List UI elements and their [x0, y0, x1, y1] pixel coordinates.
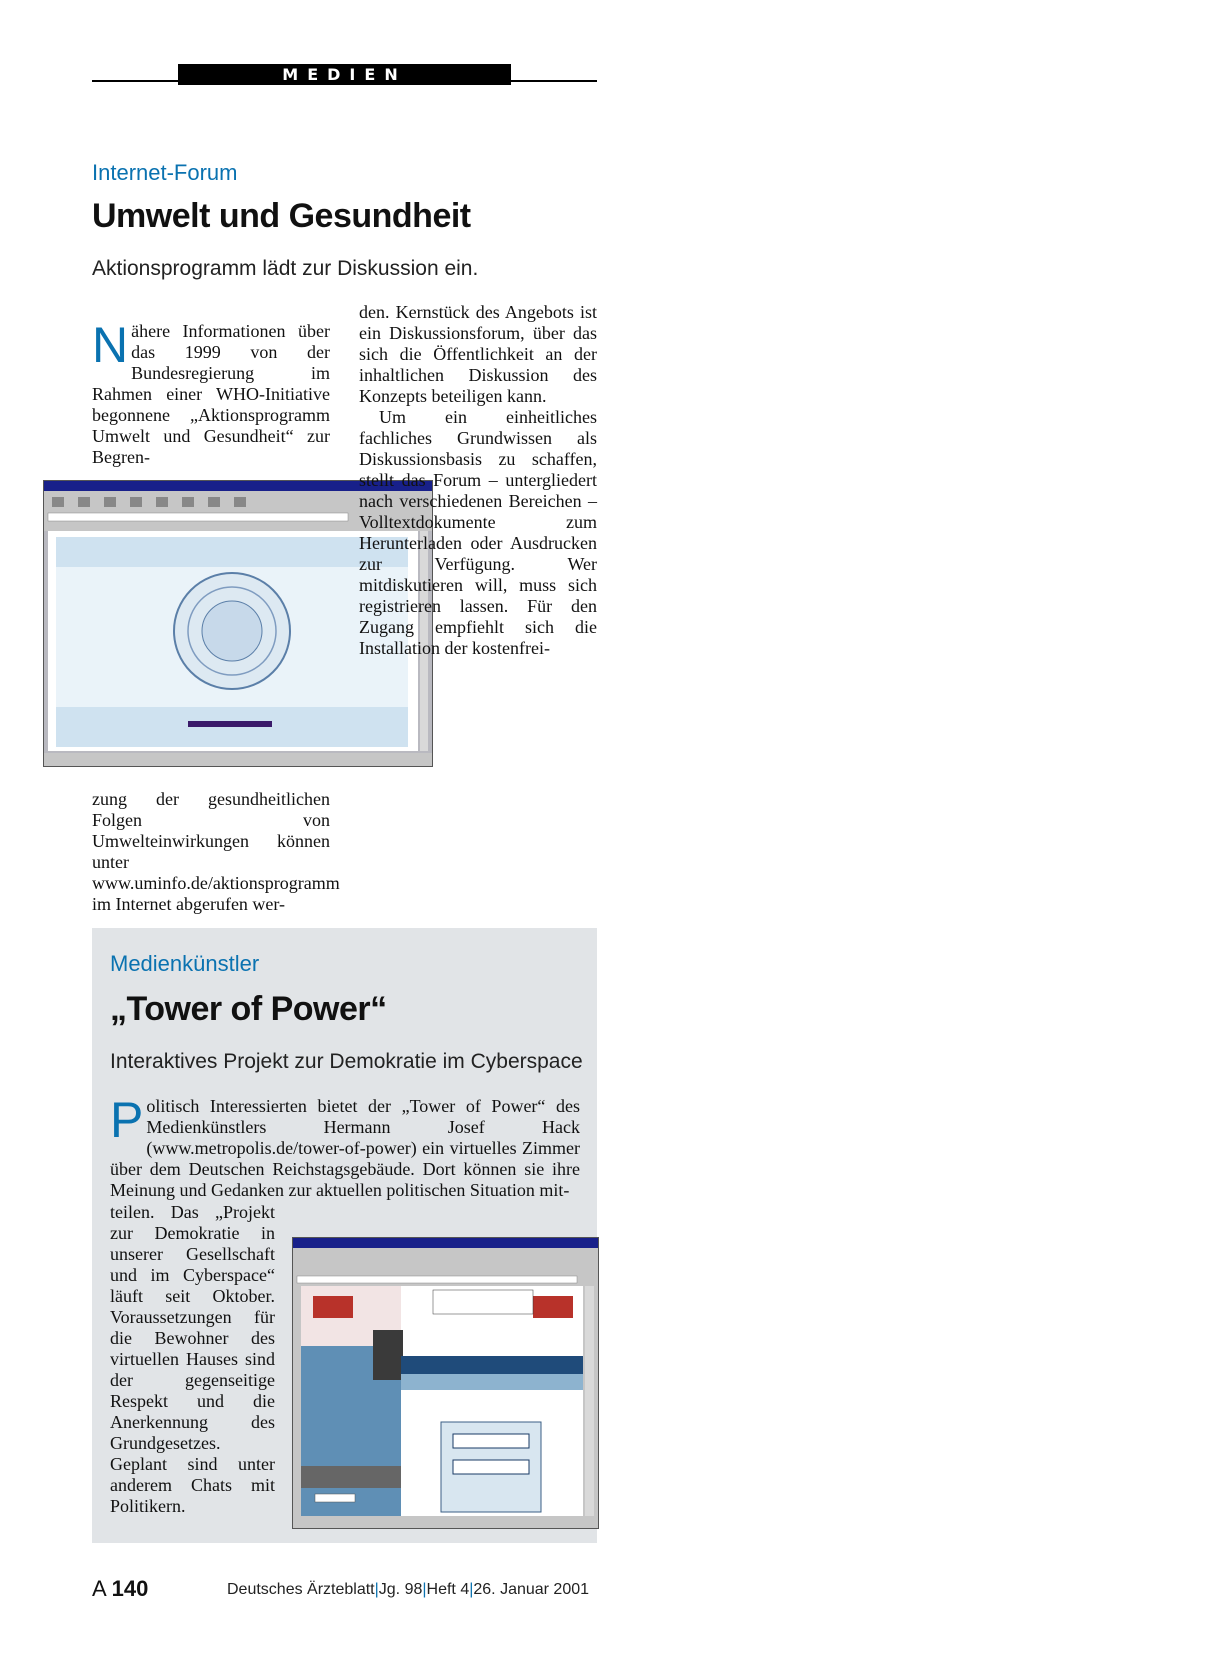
page-number: A 140: [92, 1576, 149, 1601]
section-label: MEDIEN: [178, 64, 511, 85]
article2-kicker: Medienkünstler: [110, 951, 260, 976]
article1-col1-top-text: ähere Informationen über das 1999 von der Bundesregierung im Rahmen einer WHO-Initiative begonnene „Aktionsprogramm Umwelt und Gesundheit“ zur Begren-: [92, 321, 330, 467]
journal-volume: Jg. 98: [378, 1581, 423, 1598]
article2-dropcap: P: [110, 1092, 144, 1148]
article1-col1-top: [92, 317, 330, 468]
article2-screenshot: [292, 1237, 599, 1529]
article2-para-narrow: teilen. Das „Projekt zur Demokratie in unserer Gesellschaft und im Cyberspace“ läuft seit Oktober. Voraussetzungen für die Bewohner des virtuellen Hauses sind der gegenseitige Respekt und die Anerkennung des Grundgesetzes. Geplant sind unter anderem Chats mit Politikern.: [110, 1202, 275, 1516]
article2-subheadline: Interaktives Projekt zur Demokratie im Cyberspace: [110, 1050, 583, 1073]
article1-dropcap: N: [92, 317, 129, 373]
article1-col2-mid-start: Um ein einheitliches fachliches Grundwissen als Diskussionsbasis zu schaffen, stellt das Forum – untergliedert nach verschiedenen Bereichen – Volltextdokumente zum Herunterladen oder Ausdrucken zur Verfügung. Wer mitdiskutieren will, muss sich registrieren lassen. Für den Zugang empfiehlt sich die Installation der kostenfrei-: [359, 407, 597, 658]
article2-para-full: [110, 1092, 580, 1201]
article1-col2-top-text: den. Kernstück des Angebots ist ein Diskussionsforum, über das sich die Öffentlichkeit an der inhaltlichen Diskussion des Konzepts beteiligen kann.: [359, 302, 597, 406]
article1-col1-bottom: zung der gesundheitlichen Folgen von Umwelteinwirkungen können unter www.uminfo.de/aktionsprogramm im Internet abgerufen wer-: [92, 789, 340, 914]
article1-headline: Umwelt und Gesundheit: [92, 197, 471, 235]
article2-headline: „Tower of Power“: [110, 990, 387, 1028]
article1-col2-top: [359, 302, 597, 659]
journal-issue: Heft 4: [426, 1581, 470, 1598]
journal-date: 26. Januar 2001: [473, 1581, 590, 1598]
article1-kicker: Internet-Forum: [92, 160, 238, 185]
article2-para-full-text: olitisch Interessierten bietet der „Tower of Power“ des Medienkünstlers Hermann Josef Hack (www.metropolis.de/tower-of-power) ein virtuelles Zimmer über dem Deutschen Reichstagsgebäude. Dort können sie ihre Meinung und Gedanken zur aktuellen politischen Situation mit-: [110, 1096, 580, 1200]
article1-subheadline: Aktionsprogramm lädt zur Diskussion ein.: [92, 257, 479, 280]
browser-screenshot-graphic-2: [293, 1238, 598, 1528]
journal-name: Deutsches Ärzteblatt: [227, 1581, 375, 1598]
journal-info: Deutsches Ärzteblatt|Jg. 98|Heft 4|26. Januar 2001: [227, 1581, 590, 1598]
page-number-value: 140: [111, 1576, 149, 1601]
